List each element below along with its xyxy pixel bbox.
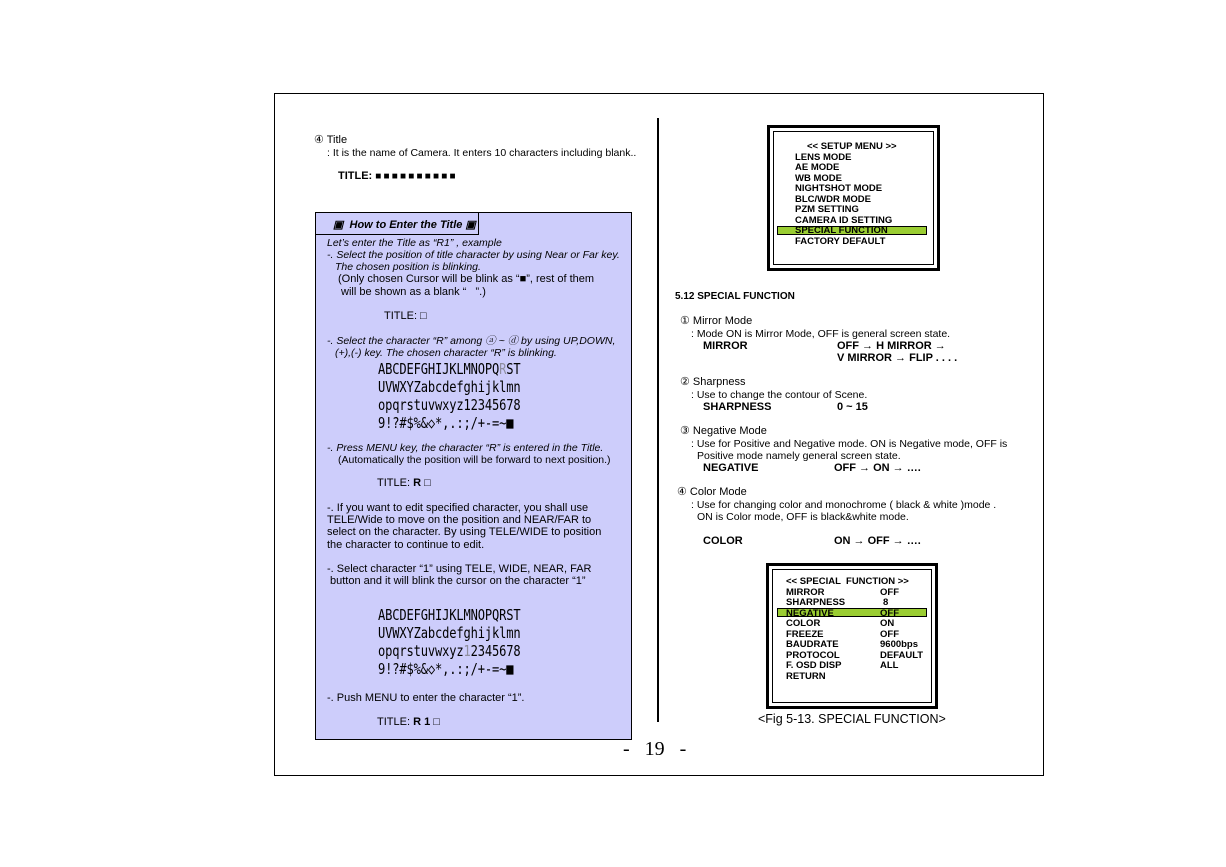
charset-text: ST bbox=[506, 360, 521, 378]
howto-line: -. Select the position of title character by using Near or Far key. bbox=[327, 249, 620, 261]
special-menu-header: << SPECIAL FUNCTION >> bbox=[786, 576, 909, 587]
special-menu-key: MIRROR bbox=[786, 586, 825, 598]
special-menu-value: ON bbox=[880, 618, 895, 629]
special-menu-value: OFF bbox=[880, 586, 899, 598]
setup-menu-item: BLC/WDR MODE bbox=[795, 193, 871, 205]
negative-label: NEGATIVE bbox=[703, 462, 759, 474]
sharpness-label: SHARPNESS bbox=[703, 401, 772, 413]
setup-menu-item: AE MODE bbox=[795, 162, 840, 173]
mirror-heading: ① Mirror Mode bbox=[680, 315, 753, 327]
color-heading: ④ Color Mode bbox=[677, 486, 747, 498]
charset-row: opqrstuvwxyz12345678 bbox=[378, 396, 521, 414]
title-label: TITLE: bbox=[338, 170, 373, 182]
mirror-values: V MIRROR → FLIP . . . . bbox=[837, 352, 958, 364]
title-cursor: □ bbox=[430, 716, 440, 728]
charset-row bbox=[378, 360, 520, 378]
title-value: R 1 bbox=[413, 716, 431, 728]
setup-menu-item: WB MODE bbox=[795, 172, 842, 184]
special-menu-value: ALL bbox=[880, 660, 899, 671]
special-menu-value: OFF bbox=[880, 628, 899, 640]
mirror-label: MIRROR bbox=[703, 340, 748, 352]
special-menu-key: RETURN bbox=[786, 670, 826, 682]
howto-line: (+),(-) key. The chosen character “R” is blinking. bbox=[335, 347, 557, 359]
howto-line: -. Press MENU key, the character “R” is entered in the Title. bbox=[327, 442, 604, 454]
setup-menu-item-selected: SPECIAL FUNCTION bbox=[795, 225, 888, 236]
mirror-values: OFF → H MIRROR → bbox=[837, 340, 946, 352]
howto-paragraph: TELE/Wide to move on the position and NEAR/FAR to bbox=[327, 514, 592, 526]
section-title: 5.12 SPECIAL FUNCTION bbox=[675, 291, 795, 302]
special-menu-key: FREEZE bbox=[786, 628, 824, 640]
title-item-heading: ④ Title bbox=[314, 134, 348, 146]
special-menu-key: PROTOCOL bbox=[786, 649, 840, 661]
setup-menu-item: NIGHTSHOT MODE bbox=[795, 183, 883, 194]
howto-line: The chosen position is blinking. bbox=[335, 261, 481, 273]
setup-menu-item: LENS MODE bbox=[795, 151, 852, 163]
title-example bbox=[338, 170, 458, 182]
setup-menu-item: CAMERA ID SETTING bbox=[795, 214, 893, 226]
special-menu-value-selected: OFF bbox=[880, 607, 899, 619]
charset-row: 9!?#$%&◇*,.:;/+-=~■ bbox=[378, 414, 514, 432]
special-menu-value: DEFAULT bbox=[880, 649, 924, 661]
howto-paragraph: the character to continue to edit. bbox=[327, 539, 485, 551]
charset-text: 2345678 bbox=[470, 642, 521, 660]
charset-text: ABCDEFGHIJKLMNOPQ bbox=[378, 360, 500, 378]
figure-caption: <Fig 5-13. SPECIAL FUNCTION> bbox=[758, 712, 946, 726]
title-example-r1 bbox=[377, 716, 440, 729]
howto-paragraph: -. Select character “1” using TELE, WIDE, NEAR, FAR bbox=[327, 563, 592, 575]
title-squares: ■■■■■■■■■■ bbox=[375, 171, 458, 182]
sharpness-description: : Use to change the contour of Scene. bbox=[691, 389, 868, 401]
howto-line: (Only chosen Cursor will be blink as “■”, rest of them bbox=[338, 273, 595, 285]
charset-row: UVWXYZabcdefghijklmn bbox=[378, 624, 521, 642]
howto-line: -. Select the character “R” among ⓐ ~ ⓓ by using UP,DOWN, bbox=[327, 335, 616, 347]
mirror-description: : Mode ON is Mirror Mode, OFF is general screen state. bbox=[691, 328, 951, 340]
howto-paragraph: button and it will blink the cursor on the character “1” bbox=[330, 575, 586, 587]
setup-menu-item: FACTORY DEFAULT bbox=[795, 235, 886, 247]
negative-description: : Use for Positive and Negative mode. ON is Negative mode, OFF is bbox=[691, 438, 1008, 450]
title-item-description: : It is the name of Camera. It enters 10 characters including blank.. bbox=[327, 147, 637, 159]
special-menu-key: COLOR bbox=[786, 618, 821, 629]
howto-paragraph: -. Push MENU to enter the character “1”. bbox=[327, 692, 525, 704]
special-menu-key: SHARPNESS bbox=[786, 597, 846, 608]
color-label: COLOR bbox=[703, 535, 743, 547]
sharpness-heading: ② Sharpness bbox=[680, 376, 746, 388]
charset-selected-char: 1 bbox=[463, 642, 471, 660]
column-divider bbox=[657, 118, 659, 722]
page-number: - 19 - bbox=[623, 738, 687, 760]
howto-paragraph: -. If you want to edit specified character, you shall use bbox=[327, 502, 589, 514]
special-menu-value: 8 bbox=[883, 597, 889, 608]
setup-menu-item: PZM SETTING bbox=[795, 204, 859, 215]
color-description: : Use for changing color and monochrome ( black & white )mode . bbox=[691, 499, 997, 511]
negative-description: Positive mode namely general screen state. bbox=[697, 450, 901, 462]
charset-selected-char: R bbox=[499, 360, 507, 378]
setup-menu-header: << SETUP MENU >> bbox=[807, 141, 897, 152]
color-values: ON → OFF → …. bbox=[834, 535, 921, 547]
howto-line: (Automatically the position will be forward to next position.) bbox=[338, 454, 611, 466]
title-cursor: □ bbox=[421, 477, 431, 489]
title-label: TITLE: bbox=[377, 477, 414, 489]
howto-line: Let’s enter the Title as “R1” , example bbox=[327, 237, 502, 249]
special-menu-key: F. OSD DISP bbox=[786, 660, 842, 671]
charset-row: 9!?#$%&◇*,.:;/+-=~■ bbox=[378, 660, 514, 678]
special-menu-value: 9600bps bbox=[880, 639, 919, 650]
sharpness-values: 0 ~ 15 bbox=[837, 401, 868, 413]
charset-row bbox=[378, 642, 520, 660]
title-example-r bbox=[377, 477, 431, 490]
negative-values: OFF → ON → …. bbox=[834, 462, 921, 474]
title-label: TITLE: bbox=[377, 716, 414, 728]
charset-text: opqrstuvwxyz bbox=[378, 642, 464, 660]
negative-heading: ③ Negative Mode bbox=[680, 425, 767, 437]
how-to-heading: ▣ How to Enter the Title ▣ bbox=[315, 212, 479, 235]
title-placeholder: TITLE: □ bbox=[384, 310, 427, 322]
charset-row: UVWXYZabcdefghijklmn bbox=[378, 378, 521, 396]
title-value: R bbox=[413, 477, 422, 489]
charset-row: ABCDEFGHIJKLMNOPQRST bbox=[378, 606, 521, 624]
special-menu-key-selected: NEGATIVE bbox=[786, 607, 834, 619]
color-description: ON is Color mode, OFF is black&white mode. bbox=[697, 511, 909, 523]
howto-line: will be shown as a blank “ ”.) bbox=[341, 286, 486, 298]
special-menu-key: BAUDRATE bbox=[786, 639, 839, 650]
howto-paragraph: select on the character. By using TELE/WIDE to position bbox=[327, 526, 602, 538]
